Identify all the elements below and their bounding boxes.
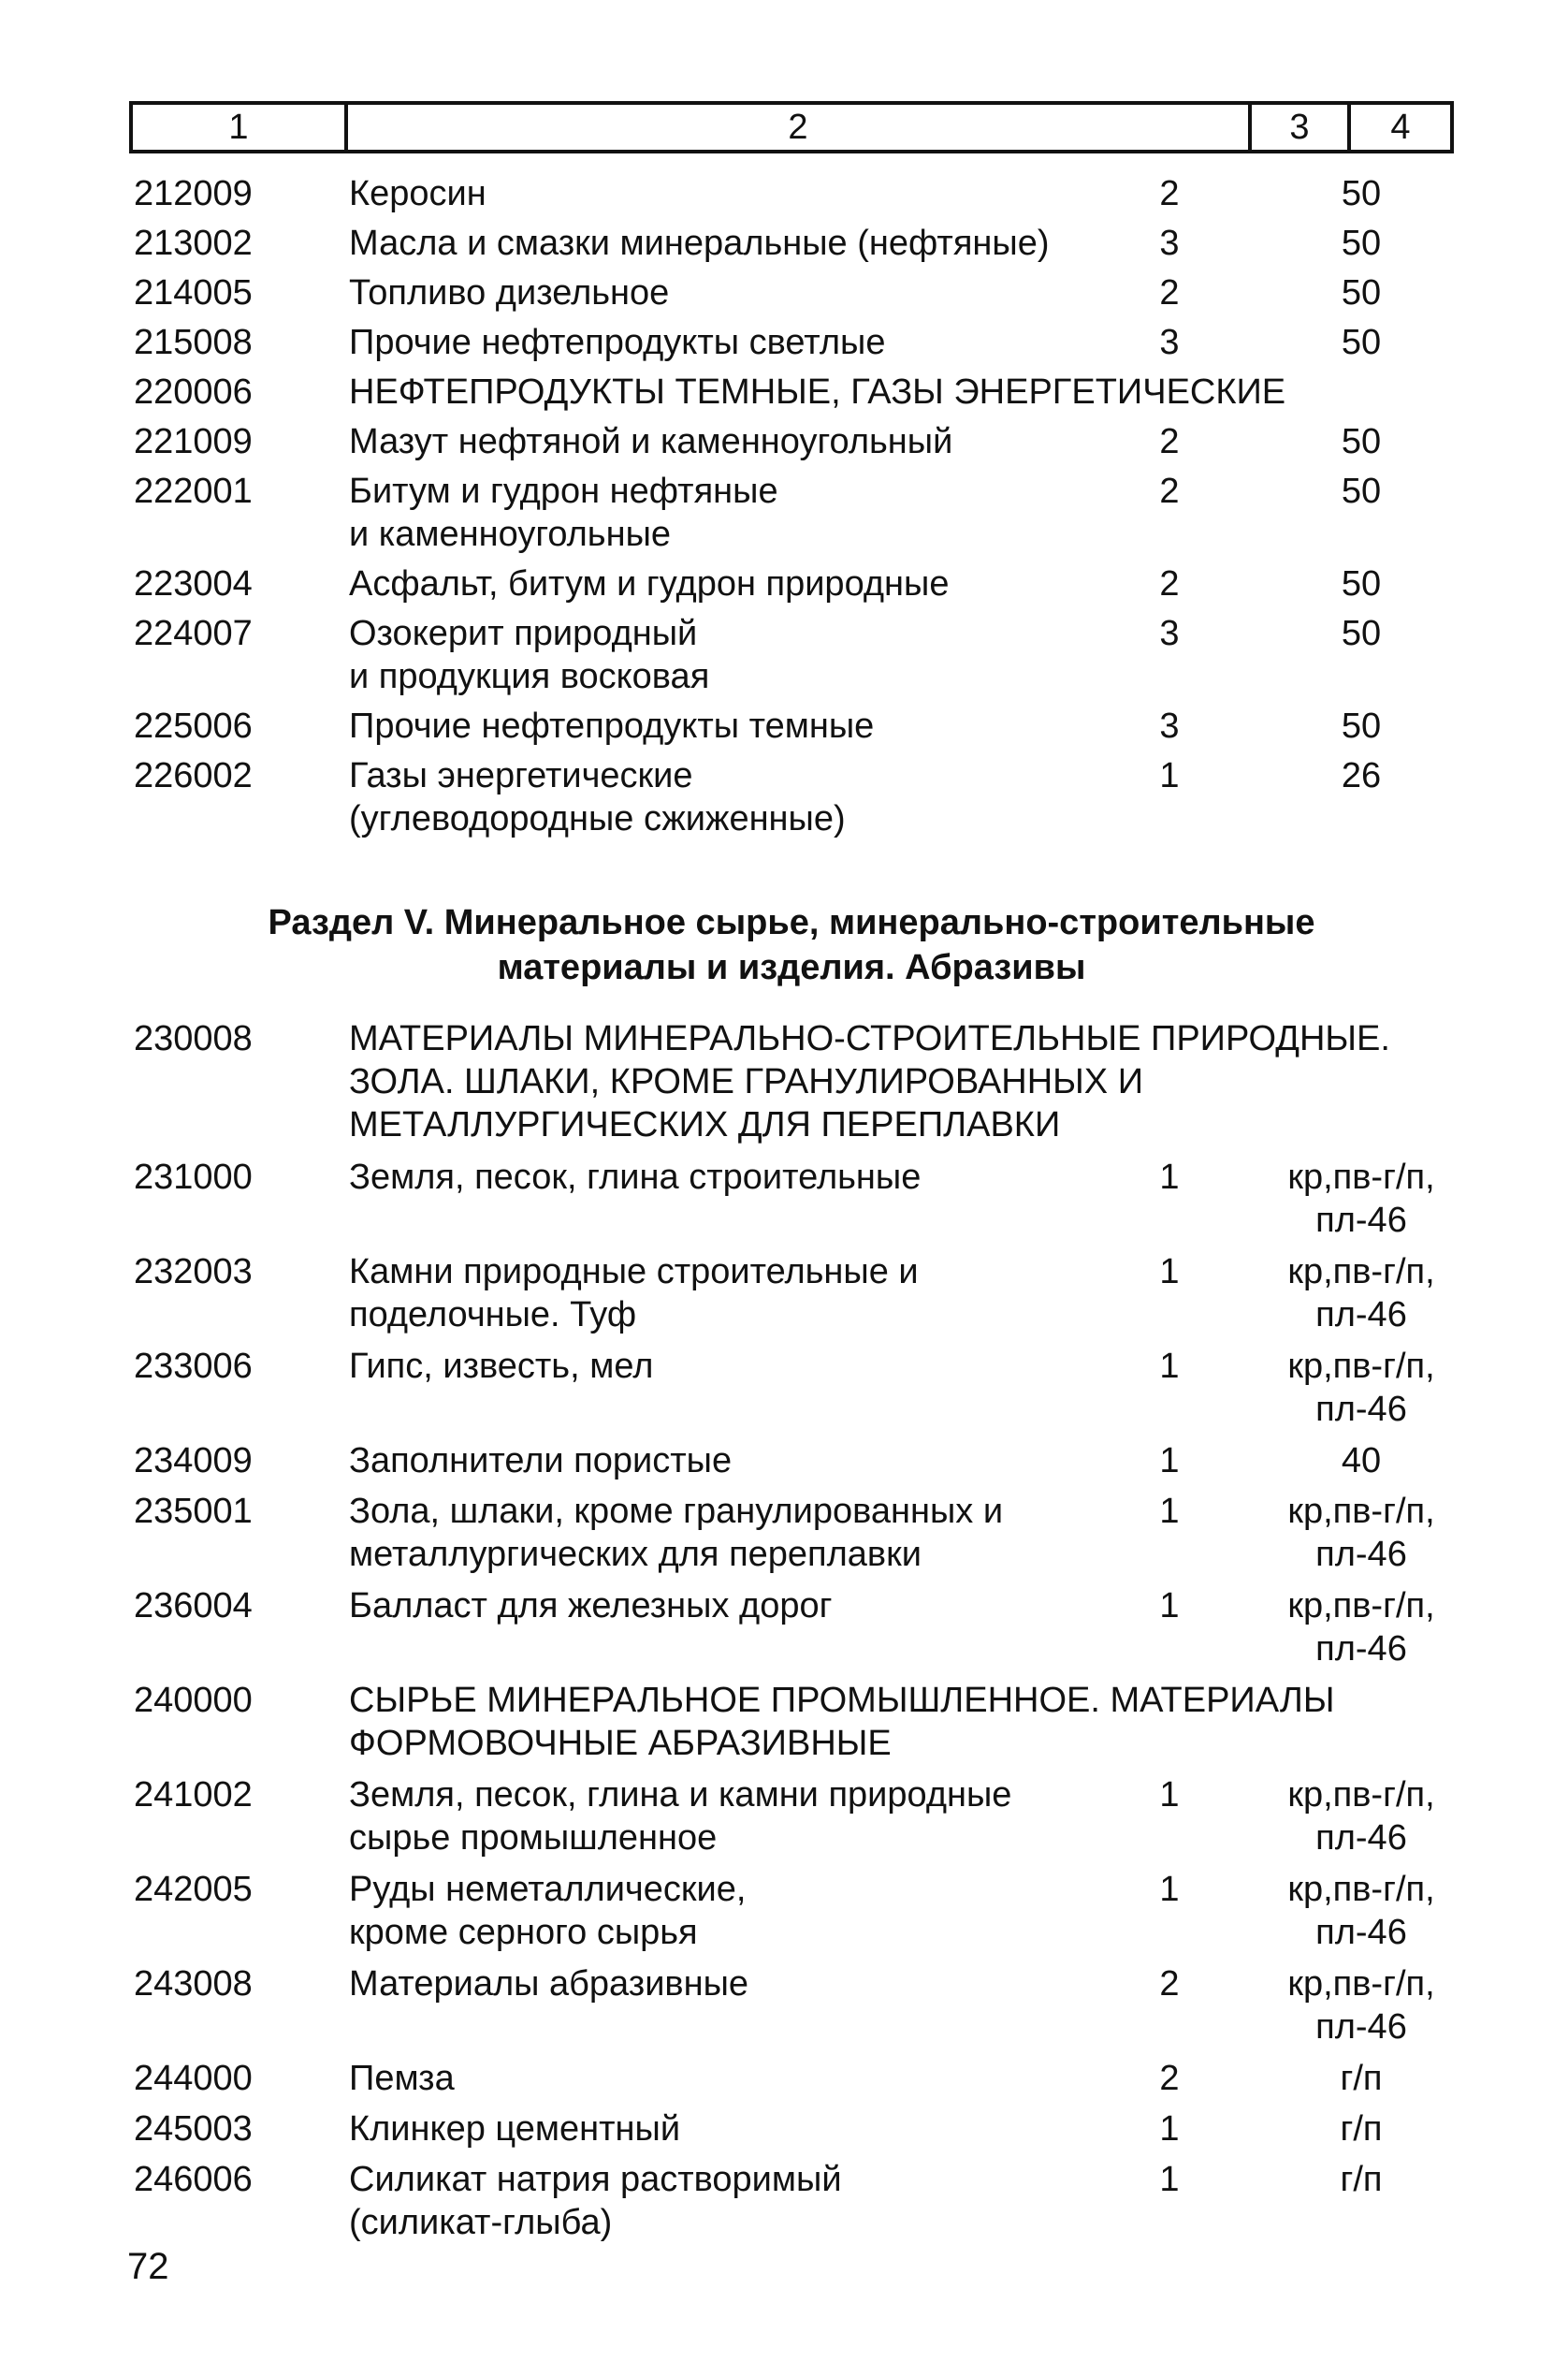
row-value-line: кр,пв-г/п,	[1287, 1775, 1435, 1815]
row-class: 2	[1159, 564, 1180, 604]
row-class: 2	[1159, 273, 1180, 313]
row-value	[1221, 612, 1502, 655]
row-name	[349, 420, 1154, 463]
row-code: 220006	[134, 372, 253, 412]
row-name	[349, 2107, 1154, 2150]
row-value-line: пл-46	[1315, 1201, 1407, 1240]
row-name-line: Зола, шлаки, кроме гранулированных и	[349, 1492, 1004, 1531]
header-col-1: 1	[228, 107, 249, 147]
row-value	[1221, 1250, 1502, 1336]
row-class: 3	[1159, 224, 1180, 263]
row-class: 1	[1159, 1775, 1180, 1815]
row-name	[349, 562, 1154, 605]
row-class: 1	[1159, 1441, 1180, 1480]
row-value-line: пл-46	[1315, 1629, 1407, 1669]
row-name	[349, 1868, 1154, 1954]
row-class: 1	[1159, 2109, 1180, 2149]
row-value-line: кр,пв-г/п,	[1287, 1158, 1435, 1197]
row-code: 235001	[134, 1492, 253, 1531]
row-class: 1	[1159, 1252, 1180, 1291]
row-name-line: Балласт для железных дорог	[349, 1586, 833, 1625]
row-value	[1221, 1584, 1502, 1670]
row-class: 3	[1159, 323, 1180, 362]
row-class: 1	[1159, 1492, 1180, 1531]
row-class: 2	[1159, 2059, 1180, 2098]
row-code: 231000	[134, 1158, 253, 1197]
row-name-line: Асфальт, битум и гудрон природные	[349, 564, 950, 604]
row-name	[349, 1773, 1154, 1859]
section-heading	[129, 900, 1454, 990]
row-class: 1	[1159, 2160, 1180, 2199]
row-code: 222001	[134, 472, 253, 511]
row-class: 3	[1159, 707, 1180, 746]
row-name-line: Озокерит природный	[349, 614, 698, 653]
row-name	[349, 2158, 1154, 2244]
row-name-line: Мазут нефтяной и каменноугольный	[349, 422, 953, 461]
row-value-line: кр,пв-г/п,	[1287, 1347, 1435, 1386]
row-name	[349, 1439, 1154, 1482]
row-class: 1	[1159, 756, 1180, 795]
row-value-line: 50	[1341, 707, 1382, 746]
row-name-line: Руды неметаллические,	[349, 1870, 747, 1909]
row-name-line: Прочие нефтепродукты светлые	[349, 323, 886, 362]
row-value	[1221, 1345, 1502, 1431]
row-name-line: сырье промышленное	[349, 1818, 718, 1858]
row-value-line: пл-46	[1315, 1818, 1407, 1858]
row-name-line: Земля, песок, глина и камни природные	[349, 1775, 1012, 1815]
row-name-line: Топливо дизельное	[349, 273, 670, 313]
row-value	[1221, 1439, 1502, 1482]
row-value	[1221, 321, 1502, 364]
row-name-line: поделочные. Туф	[349, 1295, 637, 1334]
row-code: 215008	[134, 323, 253, 362]
row-value-line: 50	[1341, 174, 1382, 213]
row-name	[349, 1584, 1154, 1627]
row-name-line: и продукция восковая	[349, 657, 710, 696]
row-value	[1221, 2158, 1502, 2201]
row-value-line: 50	[1341, 614, 1382, 653]
row-name	[349, 754, 1154, 840]
row-value-line: кр,пв-г/п,	[1287, 1586, 1435, 1625]
row-value-line: 50	[1341, 273, 1382, 313]
row-code: 221009	[134, 422, 253, 461]
row-name-line: Силикат натрия растворимый	[349, 2160, 842, 2199]
row-class: 2	[1159, 422, 1180, 461]
row-name	[349, 271, 1154, 314]
row-name-line: (силикат-глыба)	[349, 2203, 613, 2242]
row-name-line: Пемза	[349, 2059, 455, 2098]
row-value	[1221, 172, 1502, 215]
row-class: 1	[1159, 1158, 1180, 1197]
header-col-4: 4	[1347, 105, 1450, 150]
row-value	[1221, 2057, 1502, 2100]
header-col-2: 2	[344, 105, 1248, 150]
row-name-line: ЗОЛА. ШЛАКИ, КРОМЕ ГРАНУЛИРОВАННЫХ И	[349, 1062, 1144, 1101]
row-value-line: пл-46	[1315, 1535, 1407, 1574]
row-code: 236004	[134, 1586, 253, 1625]
row-name	[349, 1490, 1154, 1576]
row-name	[349, 1156, 1154, 1199]
row-code: 240000	[134, 1681, 253, 1720]
row-name-line: Битум и гудрон нефтяные	[349, 472, 778, 511]
row-class: 2	[1159, 174, 1180, 213]
row-code: 233006	[134, 1347, 253, 1386]
page-number: 72	[127, 2246, 169, 2287]
row-value	[1221, 1490, 1502, 1576]
row-value	[1221, 754, 1502, 797]
row-code: 245003	[134, 2109, 253, 2149]
row-name	[349, 222, 1154, 265]
row-name-line: МАТЕРИАЛЫ МИНЕРАЛЬНО-СТРОИТЕЛЬНЫЕ ПРИРОДНЫЕ.	[349, 1019, 1390, 1058]
row-name-line: Прочие нефтепродукты темные	[349, 707, 875, 746]
row-code: 234009	[134, 1441, 253, 1480]
row-name	[349, 321, 1154, 364]
row-name-line: Клинкер цементный	[349, 2109, 681, 2149]
row-value-line: пл-46	[1315, 1295, 1407, 1334]
row-value	[1221, 470, 1502, 513]
row-name-line: Газы энергетические	[349, 756, 693, 795]
row-value-line: 26	[1341, 756, 1382, 795]
row-value	[1221, 1962, 1502, 2048]
row-name	[349, 1962, 1154, 2005]
row-name	[349, 612, 1154, 698]
row-name	[349, 371, 1286, 414]
row-value	[1221, 1156, 1502, 1242]
row-name-line: Земля, песок, глина строительные	[349, 1158, 922, 1197]
row-value-line: 50	[1341, 564, 1382, 604]
row-code: 230008	[134, 1019, 253, 1058]
row-class: 1	[1159, 1347, 1180, 1386]
row-value-line: пл-46	[1315, 1390, 1407, 1429]
row-value	[1221, 222, 1502, 265]
row-name-line: Гипс, известь, мел	[349, 1347, 654, 1386]
row-value	[1221, 1868, 1502, 1954]
row-name-line: металлургических для переплавки	[349, 1535, 922, 1574]
row-name-line: Масла и смазки минеральные (нефтяные)	[349, 224, 1050, 263]
row-value-line: кр,пв-г/п,	[1287, 1492, 1435, 1531]
row-value-line: пл-46	[1315, 2007, 1407, 2047]
row-value	[1221, 2107, 1502, 2150]
row-name	[349, 1250, 1154, 1336]
row-code: 242005	[134, 1870, 253, 1909]
row-class: 3	[1159, 614, 1180, 653]
row-value-line: кр,пв-г/п,	[1287, 1252, 1435, 1291]
row-name	[349, 172, 1154, 215]
row-class: 2	[1159, 1964, 1180, 2004]
row-name-line: Керосин	[349, 174, 486, 213]
row-value	[1221, 420, 1502, 463]
row-code: 225006	[134, 707, 253, 746]
row-name-line: МЕТАЛЛУРГИЧЕСКИХ ДЛЯ ПЕРЕПЛАВКИ	[349, 1105, 1061, 1144]
section-heading-line-2: материалы и изделия. Абразивы	[497, 948, 1086, 987]
row-code: 213002	[134, 224, 253, 263]
row-value-line: 50	[1341, 422, 1382, 461]
row-class: 1	[1159, 1586, 1180, 1625]
row-value-line: кр,пв-г/п,	[1287, 1964, 1435, 2004]
row-value-line: г/п	[1340, 2059, 1383, 2098]
row-code: 241002	[134, 1775, 253, 1815]
section-heading-line-1: Раздел V. Минеральное сырье, минерально-строительные	[268, 903, 1315, 942]
row-name	[349, 2057, 1154, 2100]
row-code: 244000	[134, 2059, 253, 2098]
row-code: 232003	[134, 1252, 253, 1291]
row-code: 212009	[134, 174, 253, 213]
row-name	[349, 1017, 1390, 1146]
row-code: 246006	[134, 2160, 253, 2199]
row-name-line: Заполнители пористые	[349, 1441, 733, 1480]
row-class: 2	[1159, 472, 1180, 511]
row-code: 214005	[134, 273, 253, 313]
row-name-line: (углеводородные сжиженные)	[349, 799, 846, 838]
row-class: 1	[1159, 1870, 1180, 1909]
row-name-line: Камни природные строительные и	[349, 1252, 919, 1291]
row-value-line: 50	[1341, 323, 1382, 362]
row-name	[349, 470, 1154, 556]
row-value-line: 40	[1341, 1441, 1382, 1480]
row-name-line: СЫРЬЕ МИНЕРАЛЬНОЕ ПРОМЫШЛЕННОЕ. МАТЕРИАЛЫ	[349, 1681, 1335, 1720]
row-code: 224007	[134, 614, 253, 653]
row-value	[1221, 562, 1502, 605]
row-name	[349, 1679, 1335, 1765]
row-name	[349, 705, 1154, 748]
row-value	[1221, 705, 1502, 748]
row-value	[1221, 1773, 1502, 1859]
row-name-line: НЕФТЕПРОДУКТЫ ТЕМНЫЕ, ГАЗЫ ЭНЕРГЕТИЧЕСКИЕ	[349, 372, 1286, 412]
header-col-3: 3	[1248, 105, 1347, 150]
row-code: 243008	[134, 1964, 253, 2004]
table-header	[129, 101, 1454, 153]
row-value-line: кр,пв-г/п,	[1287, 1870, 1435, 1909]
row-value-line: 50	[1341, 224, 1382, 263]
row-name-line: Материалы абразивные	[349, 1964, 749, 2004]
row-value-line: г/п	[1340, 2109, 1383, 2149]
row-value-line: г/п	[1340, 2160, 1383, 2199]
row-name-line: ФОРМОВОЧНЫЕ АБРАЗИВНЫЕ	[349, 1724, 892, 1763]
row-value	[1221, 271, 1502, 314]
row-code: 226002	[134, 756, 253, 795]
row-name-line: и каменноугольные	[349, 515, 672, 554]
row-name-line: кроме серного сырья	[349, 1913, 698, 1952]
row-name	[349, 1345, 1154, 1388]
row-code: 223004	[134, 564, 253, 604]
row-value-line: пл-46	[1315, 1913, 1407, 1952]
row-value-line: 50	[1341, 472, 1382, 511]
